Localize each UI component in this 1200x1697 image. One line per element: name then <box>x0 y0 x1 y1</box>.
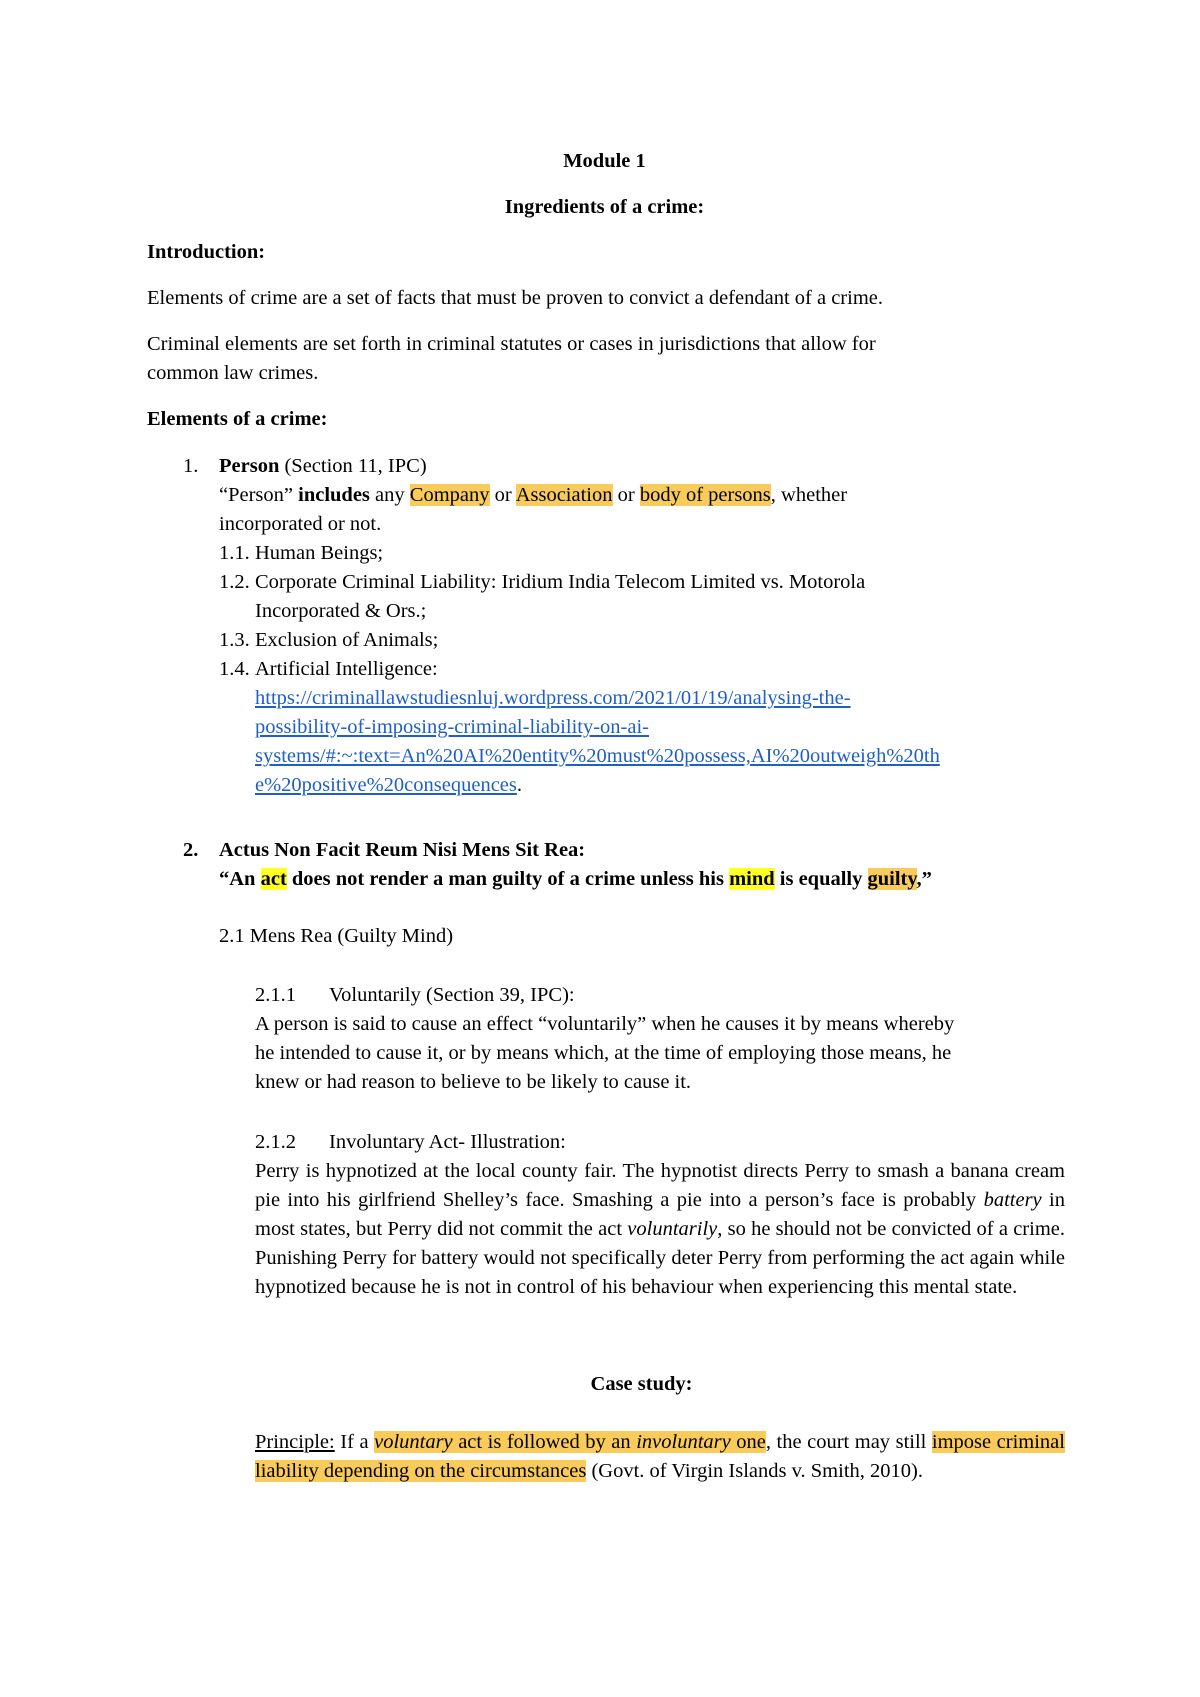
highlight-impose-liability: impose criminal liability depending on the circumstances <box>255 1431 1065 1482</box>
highlight-act-followed: act is followed by an <box>452 1431 637 1453</box>
illustration-text: Perry is hypnotized at the local county fair. The hypnotist directs Perry to smash a banana cream pie into his girlfriend Shelley’s face. Smashing a pie into a person’s face is probably <box>255 1160 1065 1211</box>
person-definition <box>219 481 1079 510</box>
principle-label: Principle: <box>255 1431 335 1453</box>
illustration-text: in most states, but Perry did not commit the act <box>255 1189 1065 1240</box>
section-2-1-2 <box>255 1128 1065 1302</box>
item-1-ref: (Section 11, IPC) <box>279 455 427 477</box>
quote-text: does not render a man guilty of a crime unless his <box>286 868 730 890</box>
module-title: Module 1 <box>563 150 646 172</box>
person-definition-line2: incorporated or not. <box>219 513 382 535</box>
quote-open: “An <box>219 868 261 890</box>
voluntarily-definition-line2: he intended to cause it, or by means which, at the time of employing those means, he <box>255 1042 952 1064</box>
item-1-title: Person <box>219 455 280 477</box>
sub-item-1-2 <box>219 568 1079 597</box>
section-number: 2.1.1 <box>255 984 296 1006</box>
highlight-involuntary: involuntary <box>636 1431 731 1453</box>
text-whether: , whether <box>770 484 848 506</box>
item-2-title: Actus Non Facit Reum Nisi Mens Sit Rea: <box>219 839 586 861</box>
intro-paragraph-2 <box>147 330 1062 388</box>
item-1 <box>219 452 1079 800</box>
principle-text: , the court may still <box>765 1431 932 1453</box>
item-1-number: 1. <box>183 455 199 477</box>
voluntarily-term: voluntarily <box>627 1218 718 1240</box>
person-term: “Person” <box>219 484 299 506</box>
quote-text: is equally <box>774 868 868 890</box>
illustration-text: , so he should not be convicted of a crime. Punishing Perry for battery would not specifically deter Perry from performing the act again while hypnotized because he is not in control of his behaviour when experiencing this mental state. <box>255 1218 1065 1298</box>
section-2-1-1 <box>255 981 1065 1097</box>
link-line[interactable]: e%20positive%20consequences <box>255 774 517 796</box>
quote-close: ,” <box>916 868 932 890</box>
sub-item-1-2-line2: Incorporated & Ors.; <box>255 600 427 622</box>
sub-item-1-4 <box>219 655 1079 684</box>
case-citation: (Govt. of Virgin Islands v. Smith, 2010). <box>586 1460 923 1482</box>
battery-term: battery <box>983 1189 1042 1211</box>
item-2-number: 2. <box>183 839 199 861</box>
voluntarily-definition-line3: knew or had reason to believe to be likely to cause it. <box>255 1071 692 1093</box>
sub-item-number: 1.3. <box>219 629 250 651</box>
highlight-guilty: guilty <box>867 868 917 890</box>
intro-paragraph-2-line2: common law crimes. <box>147 362 319 384</box>
highlight-association: Association <box>515 484 613 506</box>
link-line[interactable]: systems/#:~:text=An%20AI%20entity%20must%20possess,AI%20outweigh%20th <box>255 745 940 767</box>
sub-item-number: 1.2. <box>219 571 250 593</box>
link-period: . <box>516 774 522 796</box>
section-number: 2.1.2 <box>255 1131 296 1153</box>
item-2 <box>219 836 1079 894</box>
page-title: Ingredients of a crime: <box>504 196 705 218</box>
highlight-one: one <box>730 1431 766 1453</box>
highlight-act: act <box>260 868 287 890</box>
section-title: Voluntarily (Section 39, IPC): <box>329 984 575 1006</box>
text-or: or <box>612 484 640 506</box>
case-study-heading: Case study: <box>590 1373 693 1395</box>
maxim-quote <box>219 865 1079 894</box>
highlight-body-of-persons: body of persons <box>639 484 771 506</box>
voluntarily-definition-line1: A person is said to cause an effect “voluntarily” when he causes it by means whereby <box>255 1013 955 1035</box>
link-line[interactable]: possibility-of-imposing-criminal-liability-on-ai- <box>255 716 649 738</box>
sub-item-number: 1.1. <box>219 542 250 564</box>
sub-item-text: Artificial Intelligence: <box>255 658 438 680</box>
sub-item-text: Exclusion of Animals; <box>255 629 439 651</box>
sub-item-text: Human Beings; <box>255 542 384 564</box>
text-or: or <box>489 484 516 506</box>
intro-paragraph-1: Elements of crime are a set of facts that must be proven to convict a defendant of a crime. <box>147 287 883 309</box>
sub-item-number: 1.4. <box>219 658 250 680</box>
highlight-voluntary: voluntary <box>374 1431 453 1453</box>
case-study-principle <box>255 1428 1065 1486</box>
section-title: Involuntary Act- Illustration: <box>329 1131 566 1153</box>
highlight-mind: mind <box>729 868 775 890</box>
includes-word: includes <box>298 484 370 506</box>
mens-rea-heading: 2.1 Mens Rea (Guilty Mind) <box>219 925 454 947</box>
link-line[interactable]: https://criminallawstudiesnluj.wordpress.com/2021/01/19/analysing-the- <box>255 687 851 709</box>
sub-item-text: Corporate Criminal Liability: Iridium India Telecom Limited vs. Motorola <box>255 571 866 593</box>
highlight-company: Company <box>409 484 490 506</box>
intro-heading: Introduction: <box>147 241 266 263</box>
ai-article-link[interactable] <box>219 684 1079 800</box>
sub-item-1-3 <box>219 626 1079 655</box>
text-any: any <box>369 484 410 506</box>
principle-text: If a <box>334 1431 375 1453</box>
illustration-paragraph <box>255 1157 1065 1302</box>
elements-heading: Elements of a crime: <box>147 408 328 430</box>
intro-paragraph-2-line1: Criminal elements are set forth in criminal statutes or cases in jurisdictions that allow for <box>147 333 876 355</box>
sub-item-1-1 <box>219 539 1079 568</box>
